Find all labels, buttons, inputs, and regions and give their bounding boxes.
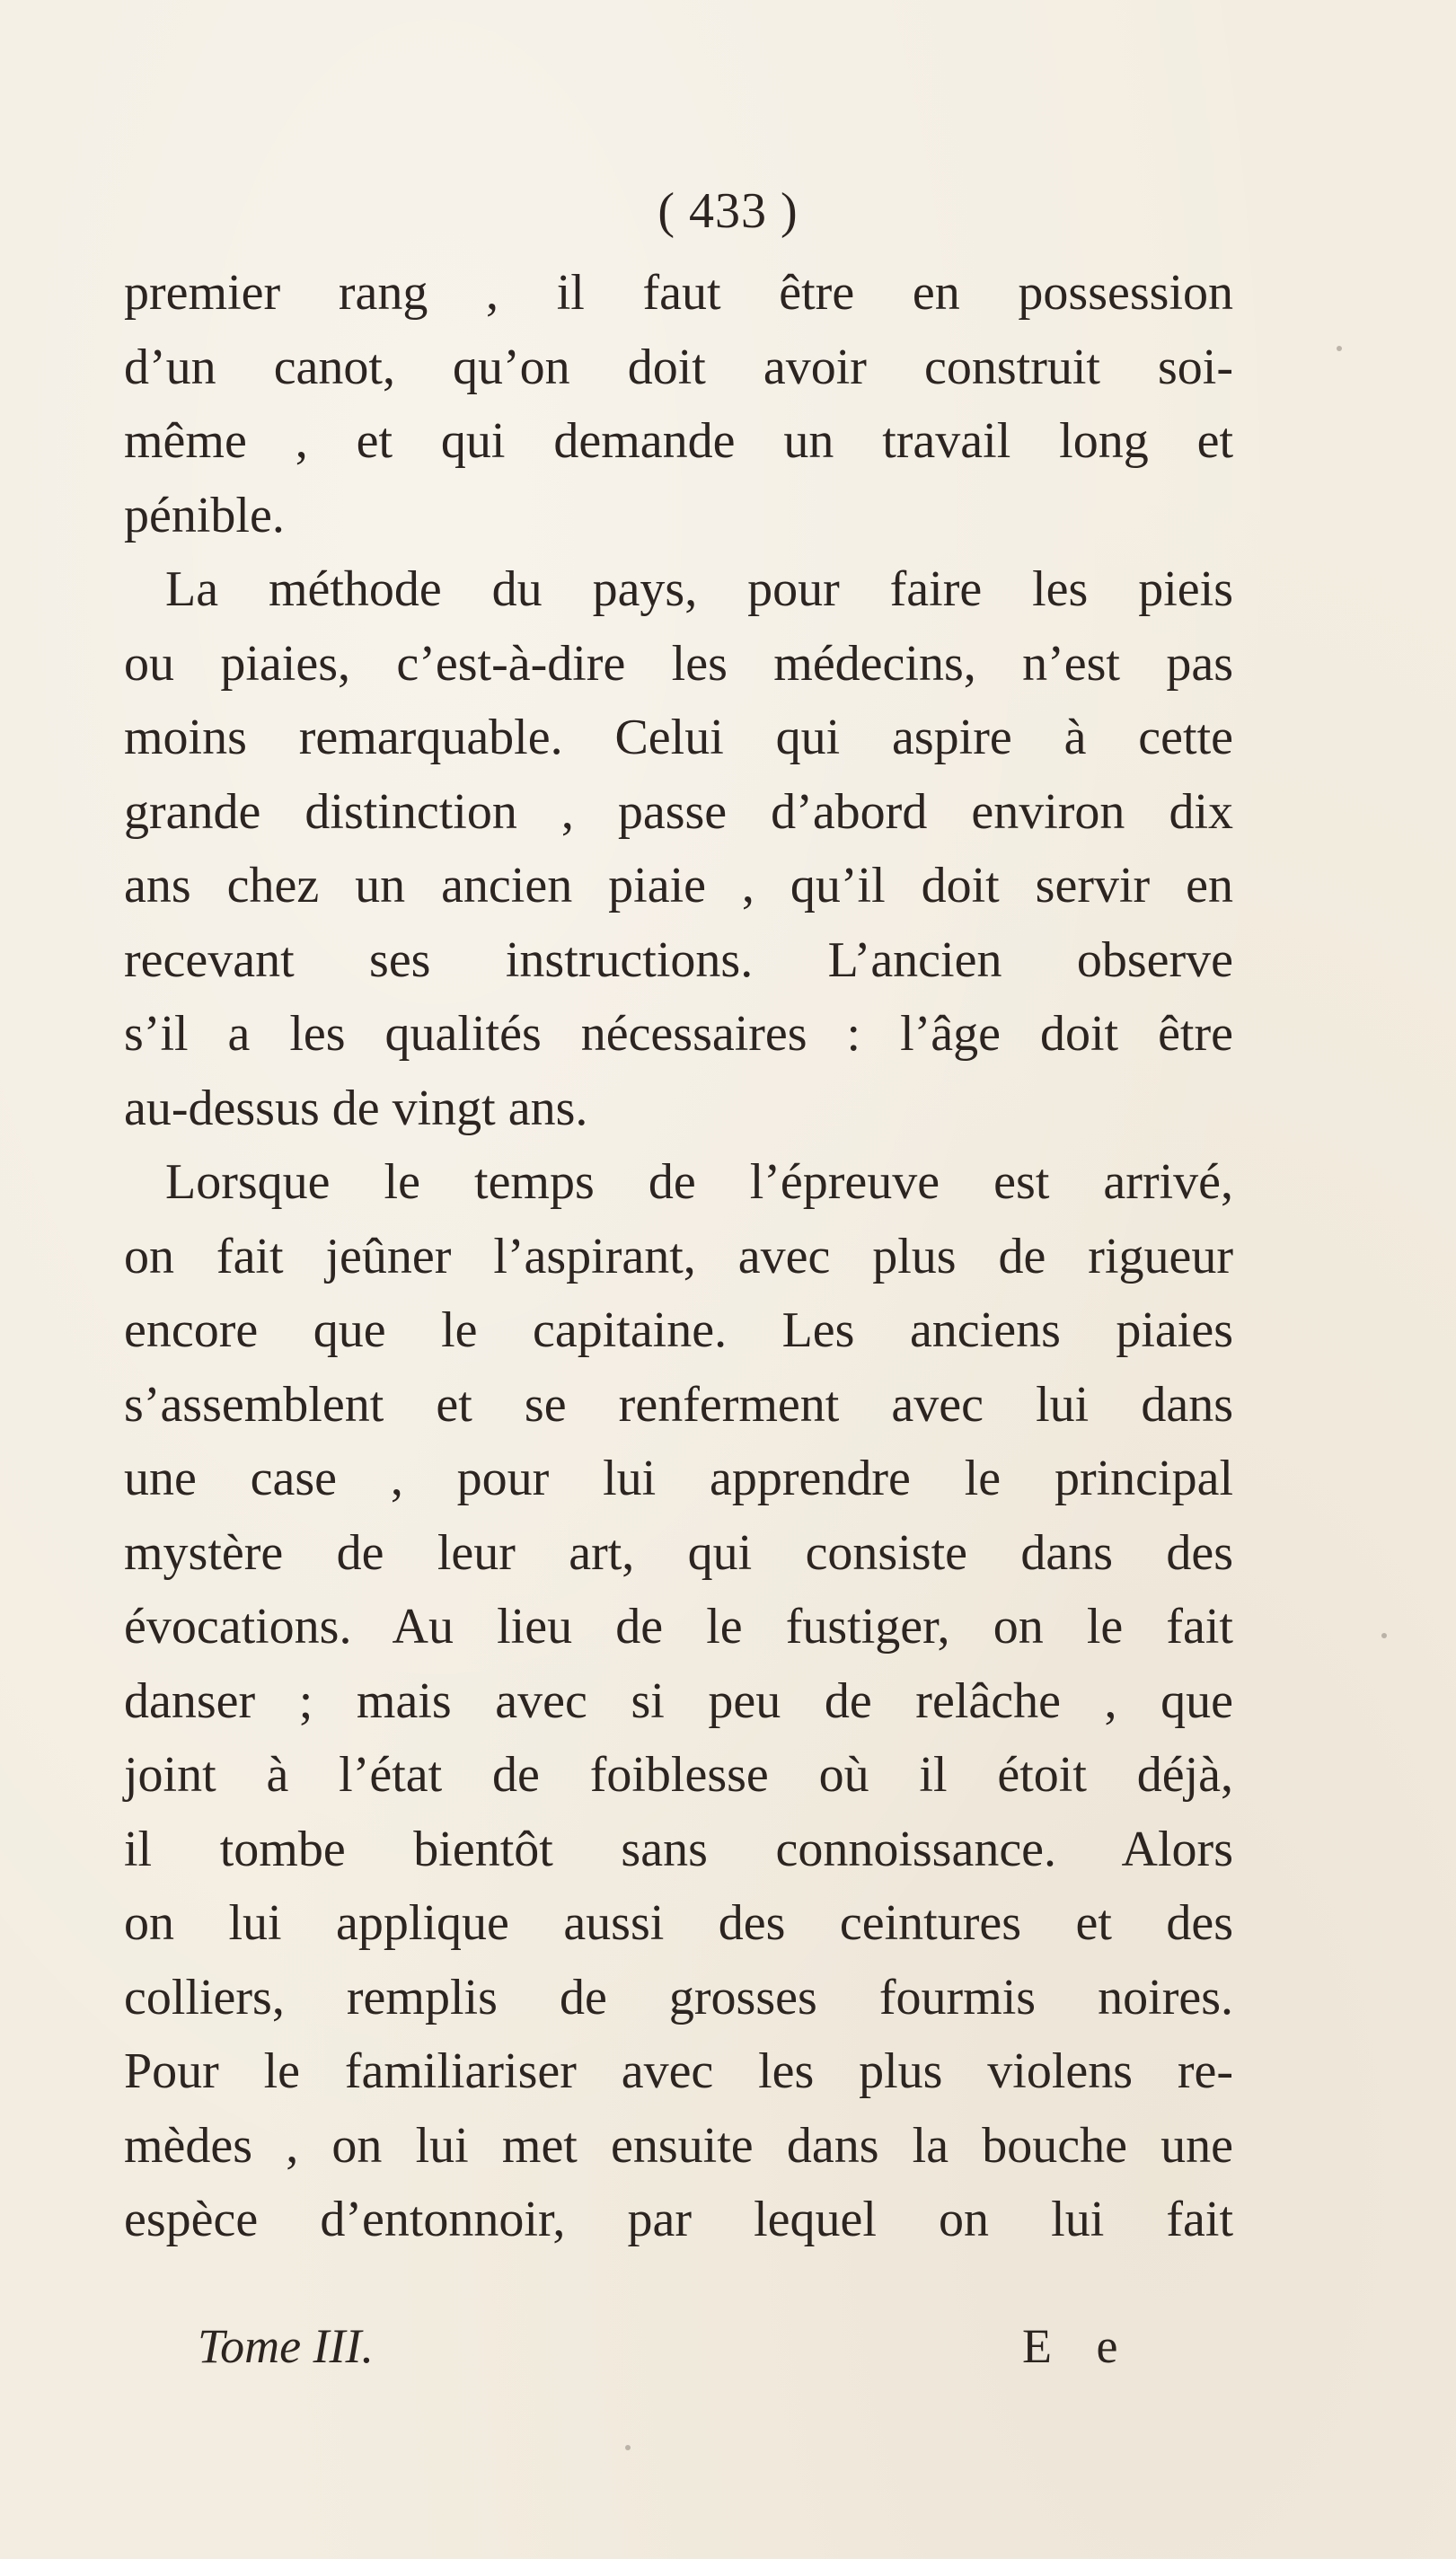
text-line: grande distinction , passe d’abord environ dix bbox=[124, 783, 1233, 840]
text-line: espèce d’entonnoir, par lequel on lui fait bbox=[124, 2192, 1233, 2247]
text-line: pénible. bbox=[124, 487, 285, 543]
text-line: une case , pour lui apprendre le principal bbox=[124, 1451, 1233, 1506]
text-line: d’un canot, qu’on doit avoir construit soi- bbox=[124, 339, 1233, 395]
text-line: premier rang , il faut être en possession bbox=[124, 265, 1233, 321]
text-line: même , et qui demande un travail long et bbox=[124, 413, 1233, 469]
text-line: mèdes , on lui met ensuite dans la bouche une bbox=[124, 2117, 1233, 2174]
volume-label: Tome III. bbox=[198, 2319, 374, 2373]
text-line: joint à l’état de foiblesse où il étoit déjà, bbox=[124, 1747, 1233, 1803]
paragraph-start: Lorsque le temps de l’épreuve est arrivé, bbox=[165, 1154, 1233, 1210]
text-line: on fait jeûner l’aspirant, avec plus de rigueur bbox=[124, 1228, 1233, 1284]
text-line: on lui applique aussi des ceintures et des bbox=[124, 1895, 1233, 1951]
paragraph-start: La méthode du pays, pour faire les pieis bbox=[165, 561, 1233, 617]
page-footer bbox=[124, 2310, 1233, 2382]
text-line: moins remarquable. Celui qui aspire à cette bbox=[124, 710, 1233, 765]
paper-speck bbox=[625, 2445, 631, 2450]
text-line: encore que le capitaine. Les anciens piaies bbox=[124, 1302, 1233, 1358]
page-number: ( 433 ) bbox=[657, 183, 799, 239]
text-line: recevant ses instructions. L’ancien observe bbox=[124, 931, 1233, 988]
text-line: ans chez un ancien piaie , qu’il doit servir en bbox=[124, 858, 1233, 913]
text-line: danser ; mais avec si peu de relâche , que bbox=[124, 1672, 1233, 1729]
text-line: s’assemblent et se renferment avec lui dans bbox=[124, 1376, 1233, 1433]
text-line: au-dessus de vingt ans. bbox=[124, 1080, 588, 1136]
body-text bbox=[124, 256, 1233, 2257]
text-line: Pour le familiariser avec les plus violens re- bbox=[124, 2043, 1233, 2099]
paper-speck bbox=[1381, 1633, 1387, 1638]
signature-mark: E e bbox=[1022, 2319, 1134, 2373]
text-line: s’il a les qualités nécessaires : l’âge doit être bbox=[124, 1006, 1233, 1062]
text-line: ou piaies, c’est-à-dire les médecins, n’est pas bbox=[124, 635, 1233, 692]
paper-speck bbox=[1337, 346, 1342, 351]
text-line: il tombe bientôt sans connoissance. Alors bbox=[124, 1821, 1233, 1877]
text-line: évocations. Au lieu de le fustiger, on le fait bbox=[124, 1599, 1233, 1655]
text-line: mystère de leur art, qui consiste dans des bbox=[124, 1524, 1233, 1581]
text-line: colliers, remplis de grosses fourmis noires. bbox=[124, 1969, 1233, 2025]
